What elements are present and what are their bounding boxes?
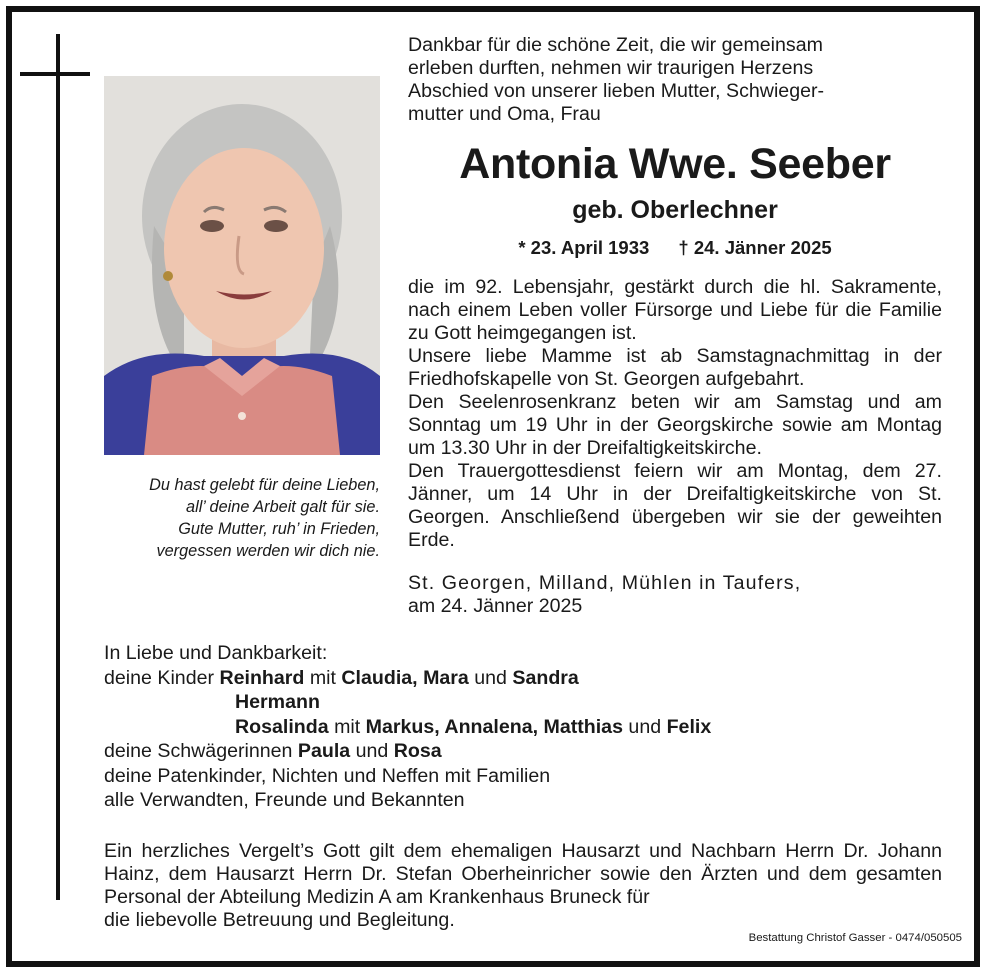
mourner-row-relatives: alle Verwandten, Freunde und Bekannten (104, 789, 465, 811)
portrait-illustration (104, 76, 380, 455)
mourner-name: Markus, Annalena, Matthias (365, 715, 623, 738)
mourner-connector: mit (328, 715, 366, 738)
mourner-name: Rosalinda (235, 715, 329, 738)
intro-line: Abschied von unserer lieben Mutter, Schwieger- (408, 80, 825, 102)
mourners-heading: In Liebe und Dankbarkeit: (104, 642, 328, 664)
mourner-row-rosalinda (104, 715, 944, 740)
mourner-connector: mit (304, 666, 342, 689)
birth-name: geb. Oberlechner (572, 196, 778, 224)
poem-line: Gute Mutter, ruh’ in Frieden, (178, 520, 380, 538)
mourner-row-hermann (104, 690, 944, 715)
intro-line: Dankbar für die schöne Zeit, die wir gemeinsam (408, 34, 823, 56)
mourner-label: deine Kinder (104, 666, 220, 689)
portrait-photo (104, 76, 380, 455)
poem-line: vergessen werden wir dich nie. (156, 542, 380, 560)
intro-text (408, 34, 942, 126)
mourner-name: Paula (297, 740, 351, 762)
mourner-name: Rosa (393, 740, 442, 762)
poem-line: Du hast gelebt für deine Lieben, (149, 476, 380, 494)
cross-icon-vertical (56, 34, 60, 900)
intro-line: mutter und Oma, Frau (408, 103, 601, 125)
mourners-list (104, 641, 944, 813)
mourner-row-godchildren: deine Patenkinder, Nichten und Neffen mit Familien (104, 764, 551, 787)
mourner-row-children (104, 666, 944, 691)
mourner-connector: und (350, 740, 394, 762)
body-paragraph: die im 92. Lebensjahr, gestärkt durch die hl. Sakramente, nach einem Leben voller Fürsorge und Liebe für die Familie zu Gott heimgegangen ist. (408, 276, 942, 344)
place-and-date (408, 572, 942, 618)
mourner-name: Hermann (235, 691, 320, 713)
mourner-connector: und (622, 715, 667, 738)
thanks-last-line: die liebevolle Betreuung und Begleitung. (104, 909, 455, 931)
mourner-name: Claudia, Mara (341, 666, 469, 689)
mourner-row-sisters (104, 739, 944, 764)
body-paragraph: Den Trauergottesdienst feiern wir am Montag, dem 27. Jänner, um 14 Uhr in der Dreifaltigkeitskirche von St. Georgen. Anschließend übergeben wir sie der geweihten Erde. (408, 460, 942, 551)
mourner-name: Sandra (512, 666, 579, 689)
intro-line: erleben durften, nehmen wir traurigen Herzens (408, 57, 814, 79)
deceased-name: Antonia Wwe. Seeber (459, 140, 891, 188)
mourner-label: deine Schwägerinnen (104, 740, 298, 762)
birth-date: * 23. April 1933 (518, 237, 650, 258)
mourner-name: Felix (666, 715, 712, 738)
thanks-text (104, 840, 942, 932)
poem-line: all’ deine Arbeit galt für sie. (186, 498, 380, 516)
cross-icon-horizontal (20, 72, 90, 76)
thanks-paragraph: Ein herzliches Vergelt’s Gott gilt dem ehemaligen Hausarzt und Nachbarn Herrn Dr. Johann Hainz, dem Hausarzt Herrn Dr. Stefan Oberheinricher sowie den Ärzten und dem gesamten Personal der Abteilung Medizin A am Krankenhaus Bruneck für (104, 840, 942, 908)
life-dates (408, 236, 942, 260)
date-line: am 24. Jänner 2025 (408, 595, 583, 617)
body-paragraph: Den Seelenrosenkranz beten wir am Samstag und am Sonntag um 19 Uhr in der Georgskirche sowie am Montag um 13.30 Uhr in der Dreifaltigkeitskirche. (408, 391, 942, 459)
death-date: † 24. Jänner 2025 (678, 237, 832, 258)
mourner-connector: und (468, 666, 513, 689)
memorial-poem (104, 474, 380, 562)
mourner-name: Reinhard (219, 666, 305, 689)
body-paragraph: Unsere liebe Mamme ist ab Samstagnachmittag in der Friedhofskapelle von St. Georgen aufgebahrt. (408, 345, 942, 390)
obituary-body (408, 276, 942, 552)
funeral-home-credit: Bestattung Christof Gasser - 0474/050505 (748, 932, 962, 944)
place-line: St. Georgen, Milland, Mühlen in Taufers, (408, 572, 802, 594)
